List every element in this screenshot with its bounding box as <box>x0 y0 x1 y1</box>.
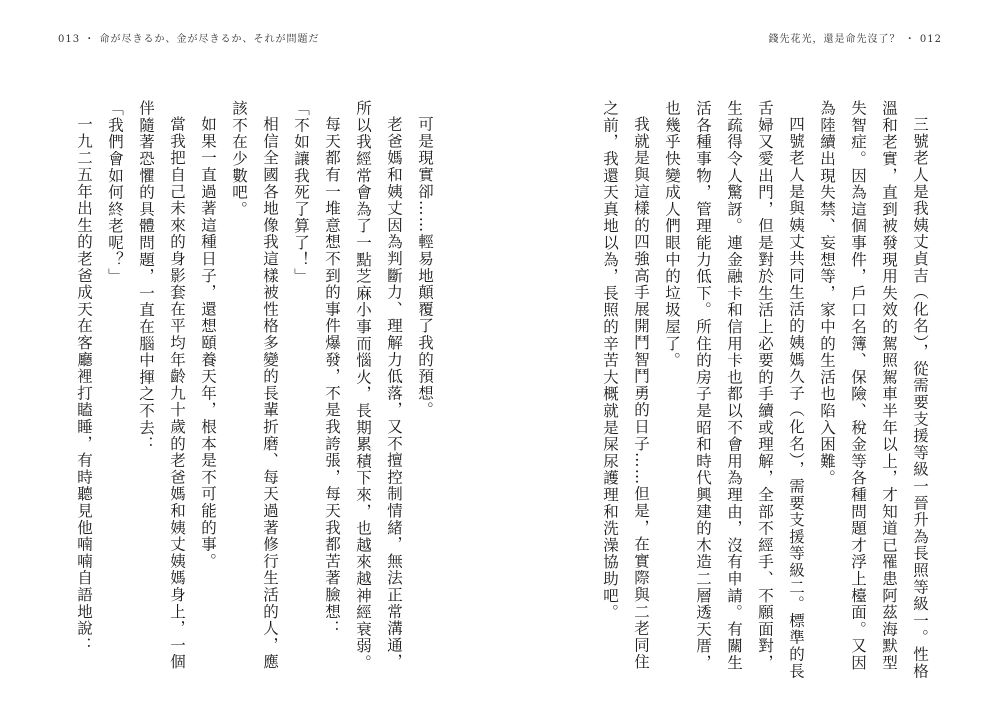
quote-line: 「我們會如何終老呢？」 <box>106 100 124 285</box>
paragraph: 如果一直過著這種日子，還想頤養天年，根本是不可能的事。 <box>199 115 217 570</box>
right-page <box>545 100 935 695</box>
paragraph: 一九二五年出生的老爸成天在客廳裡打瞌睡，有時聽見他喃喃自語地說： <box>75 115 93 654</box>
right-page-text <box>594 100 935 680</box>
gutter <box>495 60 496 680</box>
paragraph: 當我把自己未來的身影套在平均年齡九十歲的老爸媽和姨丈姨媽身上，一個伴隨著恐懼的具體問題，一直在腦中揮之不去： <box>137 100 186 670</box>
running-head-left: 013 ・ 命が尽きるか、金が尽きるか、それが問題だ <box>58 34 320 45</box>
paragraph: 四號老人是與姨丈共同生活的姨媽久子（化名），需要支援等級二。標準的長舌婦又愛出門，但是對於生活上必要的手續或理解，全部不經手、不願面對，生疏得令人驚訝。連金融卡和信用卡也都以不會用為理由，沒有申請。有關生活各種事物，管理能力低下。所住的房子是昭和時代興建的木造二層透天厝，也幾乎快變成人們眼中的垃圾屋了。 <box>663 100 805 679</box>
paragraph: 相信全國各地像我這樣被性格多變的長輩折磨、每天過著修行生活的人，應該不在少數吧。 <box>230 100 279 670</box>
paragraph: 老爸媽和姨丈因為判斷力、理解力低落，又不擅控制情緒，無法正常溝通，所以我經常會為了一點芝麻小事而惱火，長期累積下來，也越來越神經衰弱。 <box>354 100 403 672</box>
left-page <box>40 100 440 695</box>
quote-line: 「不如讓我死了算了！」 <box>292 100 310 285</box>
paragraph: 三號老人是我姨丈貞吉（化名），從需要支援等級一晉升為長照等級一。性格溫和老實，直到被發現用失效的駕照駕車半年以上，才知道已罹患阿茲海默型失智症。因為這個事件，戶口名簿、保險、稅金等各種問題才浮上檯面。又因為陸續出現失禁、妄想等，家中的生活也陷入困難。 <box>818 100 929 679</box>
paragraph: 我就是與這樣的四強高手展開鬥智鬥勇的日子……但是，在實際與二老同住之前，我還天真地以為，長照的辛苦大概就是屎尿護理和洗澡協助吧。 <box>601 100 650 670</box>
paragraph: 可是現實卻……輕易地顛覆了我的預想。 <box>416 115 434 418</box>
paragraph: 每天都有一堆意想不到的事件爆發，不是我誇張，每天我都苦著臉想： <box>323 115 341 637</box>
left-page-text <box>68 100 440 680</box>
running-head-right: 錢先花光，還是命先沒了？ ・ 012 <box>768 34 942 45</box>
